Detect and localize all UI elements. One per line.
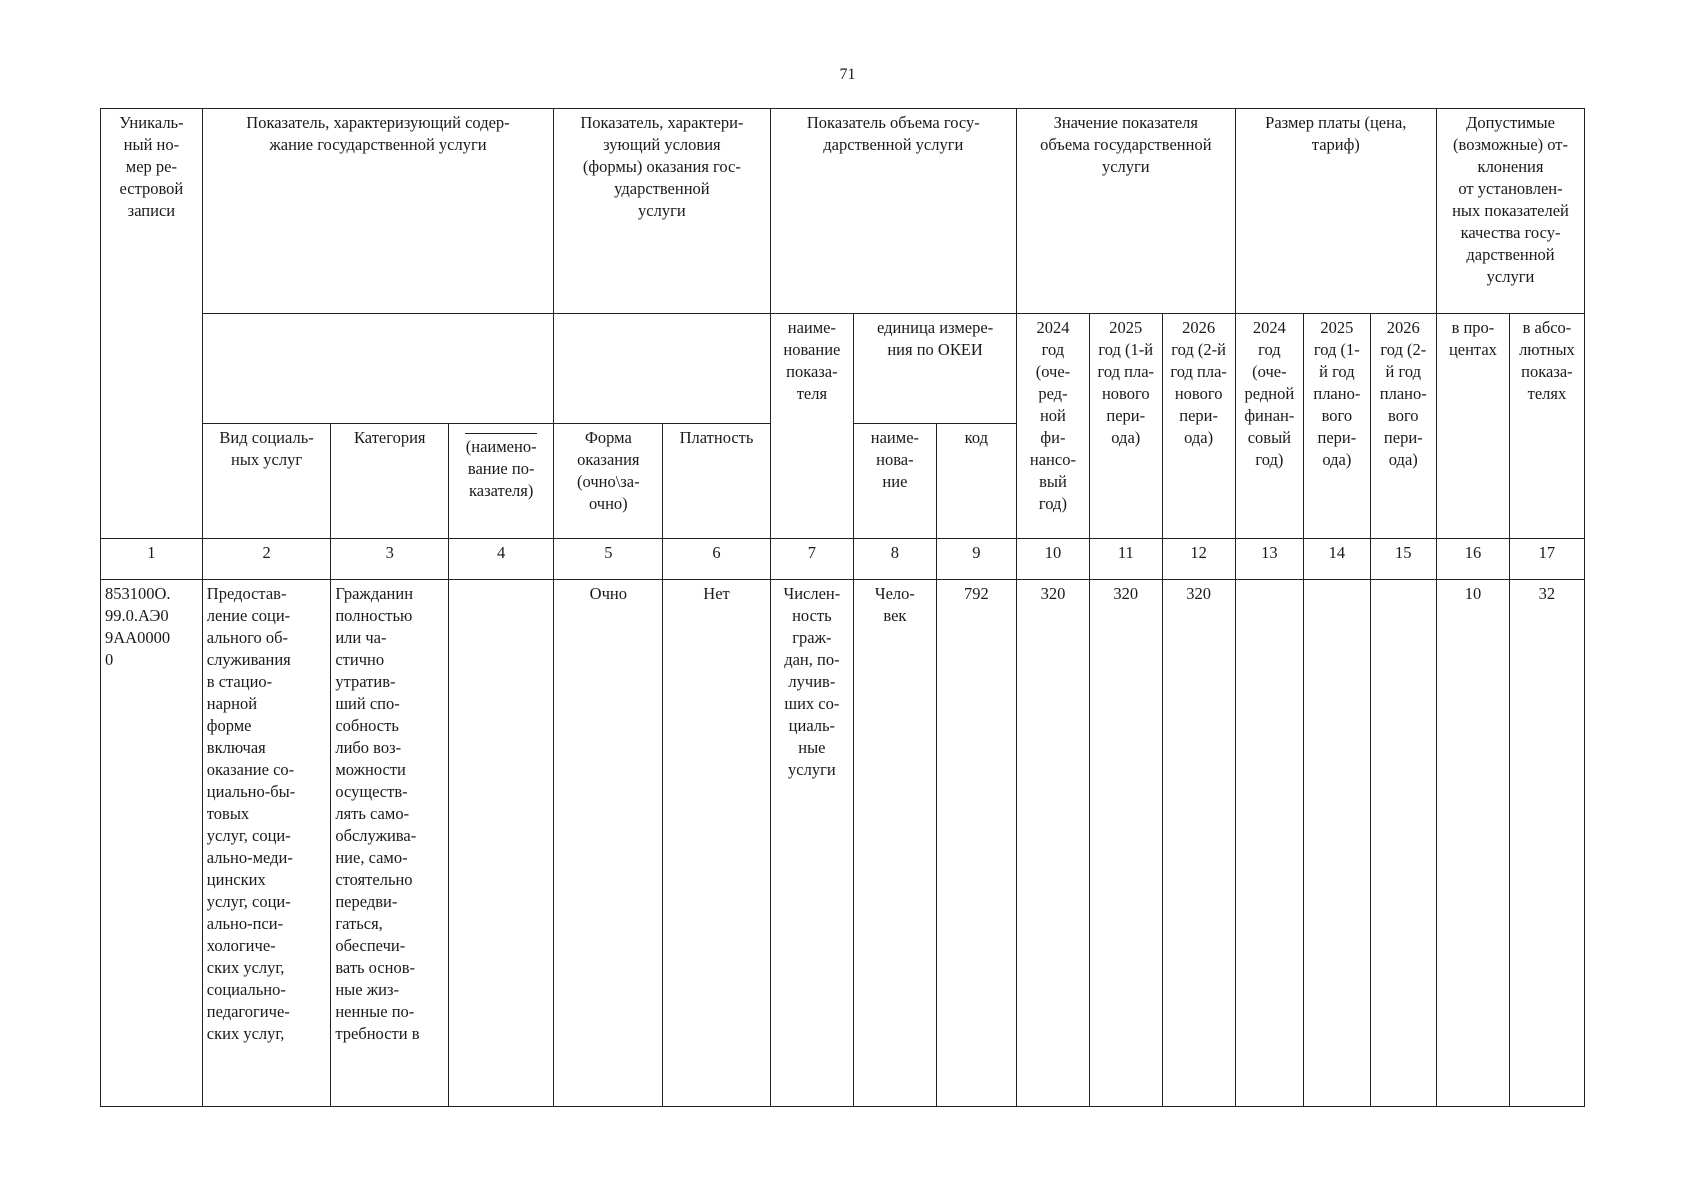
column-number: 15	[1370, 539, 1436, 580]
column-number: 3	[331, 539, 449, 580]
cell-indicator: Числен- ность граж- дан, по- лучив- ших со- циаль- ные услуги	[770, 580, 854, 1107]
column-number: 4	[449, 539, 554, 580]
header-category: Категория	[331, 424, 449, 539]
header-form: Форма оказания (очно\за- очно)	[554, 424, 663, 539]
cell-service-type: Предостав- ление соци- ального об- служивания в стацио- нарной форме включая оказание со- циально-бы- товых услуг, соци- ально-меди- цинских услуг, соци- ально-пси- хологиче- ских услуг, социально- педагогиче- ских услуг,	[202, 580, 331, 1107]
header-row-2	[101, 314, 1585, 424]
cell-form: Очно	[554, 580, 663, 1107]
column-number: 7	[770, 539, 854, 580]
header-content-indicator: Показатель, характеризующий содер- жание государственной услуги	[202, 109, 553, 314]
table-row	[101, 580, 1585, 1107]
cell-fee-2024	[1235, 580, 1304, 1107]
column-number: 17	[1509, 539, 1584, 580]
header-conditions-indicator: Показатель, характери- зующий условия (формы) оказания гос- ударственной услуги	[554, 109, 770, 314]
column-numbers-row	[101, 539, 1585, 580]
header-indicator-placeholder-text: (наимено- вание по- казателя)	[465, 437, 537, 500]
column-number: 8	[854, 539, 936, 580]
header-dev-absolute: в абсо- лютных показа- телях	[1509, 314, 1584, 539]
page-number: 71	[839, 66, 856, 83]
header-content-spacer	[202, 314, 553, 424]
cell-fee-2025	[1304, 580, 1370, 1107]
header-fee-2024: 2024 год (оче- редной финан- совый год)	[1235, 314, 1304, 539]
cell-unit-code: 792	[936, 580, 1016, 1107]
cell-dev-percent: 10	[1437, 580, 1510, 1107]
header-fee: Размер платы (цена, тариф)	[1235, 109, 1436, 314]
column-number: 12	[1162, 539, 1235, 580]
cell-category: Гражданин полностью или ча- стично утратив- ший спо- собность либо воз- можности осуществ- лять само- обслужива- ние, само- стоятельно передви- гаться, обеспечи- вать основ- ные жиз- ненные по- требности в	[331, 580, 449, 1107]
blank-line	[465, 433, 537, 434]
cell-unit-name: Чело- век	[854, 580, 936, 1107]
cell-vol-2025: 320	[1089, 580, 1162, 1107]
header-social-service-type: Вид социаль- ных услуг	[202, 424, 331, 539]
header-vol-2024: 2024 год (оче- ред- ной фи- нансо- вый год)	[1017, 314, 1090, 539]
header-indicator-placeholder	[449, 424, 554, 539]
column-number: 5	[554, 539, 663, 580]
header-fee-2026: 2026 год (2- й год плано- вого пери- ода)	[1370, 314, 1436, 539]
header-dev-percent: в про- центах	[1437, 314, 1510, 539]
column-number: 16	[1437, 539, 1510, 580]
header-volume-value: Значение показателя объема государственной услуги	[1017, 109, 1236, 314]
column-number: 13	[1235, 539, 1304, 580]
column-number: 10	[1017, 539, 1090, 580]
header-payment: Платность	[663, 424, 770, 539]
column-number: 11	[1089, 539, 1162, 580]
column-number: 9	[936, 539, 1016, 580]
header-okei-name: наиме- нова- ние	[854, 424, 936, 539]
header-fee-2025: 2025 год (1- й год плано- вого пери- ода)	[1304, 314, 1370, 539]
column-number: 14	[1304, 539, 1370, 580]
cell-vol-2024: 320	[1017, 580, 1090, 1107]
header-indicator-name: наиме- нование показа- теля	[770, 314, 854, 539]
header-deviations: Допустимые (возможные) от- клонения от установлен- ных показателей качества госу- дарственной услуги	[1437, 109, 1585, 314]
cell-reg-number: 853100О. 99.0.АЭ0 9АА0000 0	[101, 580, 203, 1107]
column-number: 1	[101, 539, 203, 580]
cell-col4	[449, 580, 554, 1107]
header-volume-indicator: Показатель объема госу- дарственной услуги	[770, 109, 1016, 314]
header-vol-2026: 2026 год (2-й год пла- нового пери- ода)	[1162, 314, 1235, 539]
header-row-1	[101, 109, 1585, 314]
header-okei-unit: единица измере- ния по ОКЕИ	[854, 314, 1017, 424]
header-reg-number: Уникаль- ный но- мер ре- естровой записи	[101, 109, 203, 539]
state-service-table	[100, 108, 1585, 1107]
cell-fee-2026	[1370, 580, 1436, 1107]
header-okei-code: код	[936, 424, 1016, 539]
header-conditions-spacer	[554, 314, 770, 424]
column-number: 6	[663, 539, 770, 580]
cell-dev-absolute: 32	[1509, 580, 1584, 1107]
column-number: 2	[202, 539, 331, 580]
header-vol-2025: 2025 год (1-й год пла- нового пери- ода)	[1089, 314, 1162, 539]
cell-payment: Нет	[663, 580, 770, 1107]
cell-vol-2026: 320	[1162, 580, 1235, 1107]
